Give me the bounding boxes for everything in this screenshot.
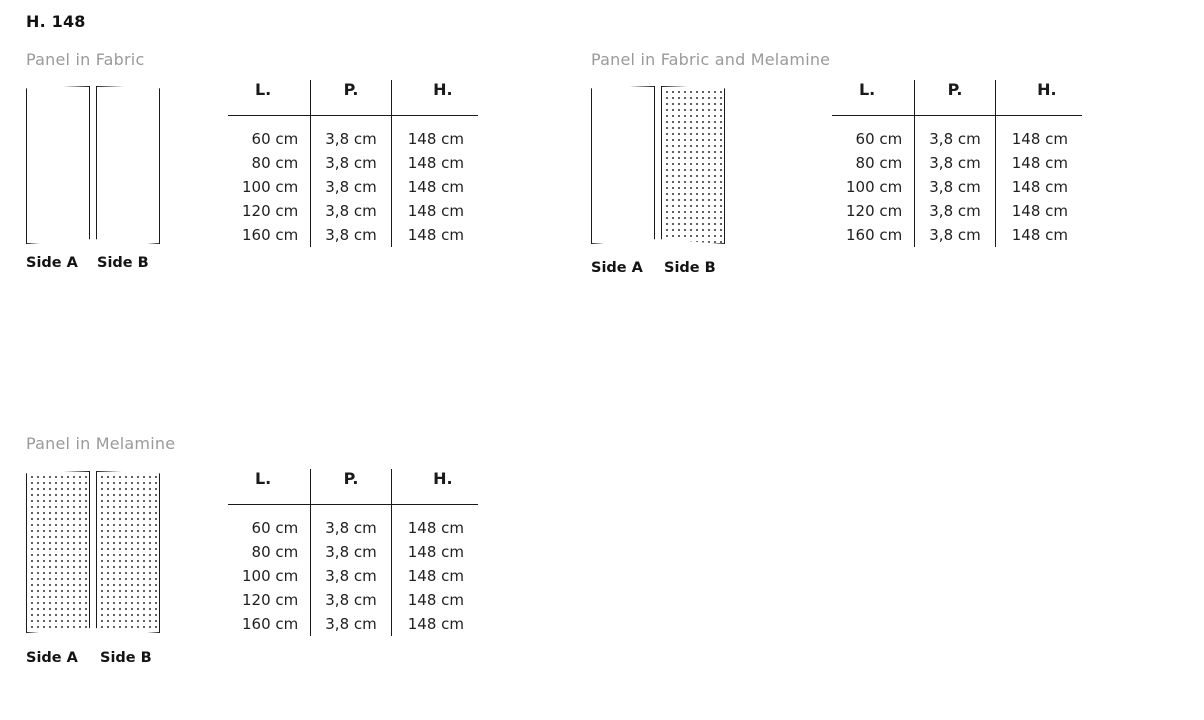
- panel-illustration-group-fabric-melamine: [591, 82, 733, 250]
- column-header-l: L.: [228, 469, 311, 505]
- cell-length: 80 cm: [855, 154, 903, 172]
- section-title: Panel in Fabric: [26, 50, 145, 69]
- cell-depth: 3,8 cm: [915, 175, 995, 199]
- cell-height: 148 cm: [995, 175, 1082, 199]
- cell-length: 160 cm: [242, 226, 299, 244]
- panel-side-a: [26, 82, 98, 250]
- table-row: [228, 223, 478, 247]
- cell-length: 60 cm: [855, 130, 903, 148]
- panel-face-side-b: [96, 86, 160, 244]
- cell-height: 148 cm: [391, 564, 478, 588]
- cell-depth: 3,8 cm: [915, 151, 995, 175]
- table-row: [832, 116, 1082, 152]
- cell-height: 148 cm: [391, 588, 478, 612]
- panel-label-side-b: Side B: [100, 650, 152, 666]
- column-header-l: L.: [228, 80, 311, 116]
- cell-length: 160 cm: [242, 615, 299, 633]
- dimensions-table-fabric: [228, 80, 478, 247]
- cell-length: 160 cm: [846, 226, 903, 244]
- column-header-p: P.: [311, 469, 391, 505]
- table-row: [228, 588, 478, 612]
- panel-illustration-group-fabric: [26, 82, 168, 250]
- cell-depth: 3,8 cm: [311, 116, 391, 152]
- cell-depth: 3,8 cm: [311, 223, 391, 247]
- section-title: Panel in Fabric and Melamine: [591, 50, 831, 69]
- cell-length: 120 cm: [242, 591, 299, 609]
- dimensions-table-melamine: [228, 469, 478, 636]
- cell-depth: 3,8 cm: [915, 116, 995, 152]
- panel-label-side-a: Side A: [26, 255, 78, 271]
- panel-side-b: [96, 467, 168, 639]
- table-row: [228, 505, 478, 541]
- panel-illustration-group-melamine: [26, 467, 168, 639]
- cell-height: 148 cm: [995, 116, 1082, 152]
- page-title: H. 148: [26, 12, 86, 31]
- column-header-p: P.: [311, 80, 391, 116]
- cell-height: 148 cm: [995, 223, 1082, 247]
- panel-face-side-a: [591, 86, 655, 244]
- section-panel-in-fabric-and-melamine: [591, 50, 830, 69]
- cell-length: 100 cm: [846, 178, 903, 196]
- cell-depth: 3,8 cm: [311, 175, 391, 199]
- column-header-p: P.: [915, 80, 995, 116]
- table-row: [228, 564, 478, 588]
- table-row: [832, 223, 1082, 247]
- panel-side-a: [591, 82, 663, 250]
- cell-height: 148 cm: [391, 199, 478, 223]
- cell-length: 100 cm: [242, 178, 299, 196]
- cell-height: 148 cm: [995, 151, 1082, 175]
- cell-length: 120 cm: [242, 202, 299, 220]
- column-header-h: H.: [995, 80, 1082, 116]
- table-row: [228, 540, 478, 564]
- column-header-h: H.: [391, 469, 478, 505]
- table-row: [228, 151, 478, 175]
- cell-length: 100 cm: [242, 567, 299, 585]
- panel-side-b: [661, 82, 733, 250]
- cell-height: 148 cm: [391, 540, 478, 564]
- panel-label-side-b: Side B: [664, 260, 716, 276]
- cell-depth: 3,8 cm: [311, 588, 391, 612]
- cell-depth: 3,8 cm: [311, 564, 391, 588]
- cell-length: 60 cm: [251, 519, 299, 537]
- cell-depth: 3,8 cm: [311, 612, 391, 636]
- cell-length: 80 cm: [251, 154, 299, 172]
- panel-face-side-b: [96, 471, 160, 633]
- table-row: [228, 612, 478, 636]
- cell-length: 120 cm: [846, 202, 903, 220]
- table-row: [832, 199, 1082, 223]
- column-header-h: H.: [391, 80, 478, 116]
- cell-height: 148 cm: [995, 199, 1082, 223]
- panel-face-side-b: [661, 86, 725, 244]
- panel-face-side-a: [26, 471, 90, 633]
- cell-length: 60 cm: [251, 130, 299, 148]
- table-row: [228, 116, 478, 152]
- column-header-l: L.: [832, 80, 915, 116]
- section-panel-in-fabric: [26, 50, 144, 69]
- cell-depth: 3,8 cm: [311, 151, 391, 175]
- panel-face-side-a: [26, 86, 90, 244]
- cell-height: 148 cm: [391, 505, 478, 541]
- cell-depth: 3,8 cm: [311, 505, 391, 541]
- panel-label-side-b: Side B: [97, 255, 149, 271]
- cell-depth: 3,8 cm: [311, 540, 391, 564]
- cell-height: 148 cm: [391, 223, 478, 247]
- cell-height: 148 cm: [391, 116, 478, 152]
- cell-depth: 3,8 cm: [915, 223, 995, 247]
- table-row: [832, 151, 1082, 175]
- panel-side-a: [26, 467, 98, 639]
- panel-side-b: [96, 82, 168, 250]
- section-panel-in-melamine: [26, 434, 175, 453]
- cell-depth: 3,8 cm: [915, 199, 995, 223]
- cell-height: 148 cm: [391, 175, 478, 199]
- cell-length: 80 cm: [251, 543, 299, 561]
- cell-depth: 3,8 cm: [311, 199, 391, 223]
- panel-label-side-a: Side A: [26, 650, 78, 666]
- dimensions-table-fabric-melamine: [832, 80, 1082, 247]
- panel-label-side-a: Side A: [591, 260, 643, 276]
- cell-height: 148 cm: [391, 151, 478, 175]
- cell-height: 148 cm: [391, 612, 478, 636]
- table-row: [228, 175, 478, 199]
- table-row: [832, 175, 1082, 199]
- section-title: Panel in Melamine: [26, 434, 176, 453]
- table-row: [228, 199, 478, 223]
